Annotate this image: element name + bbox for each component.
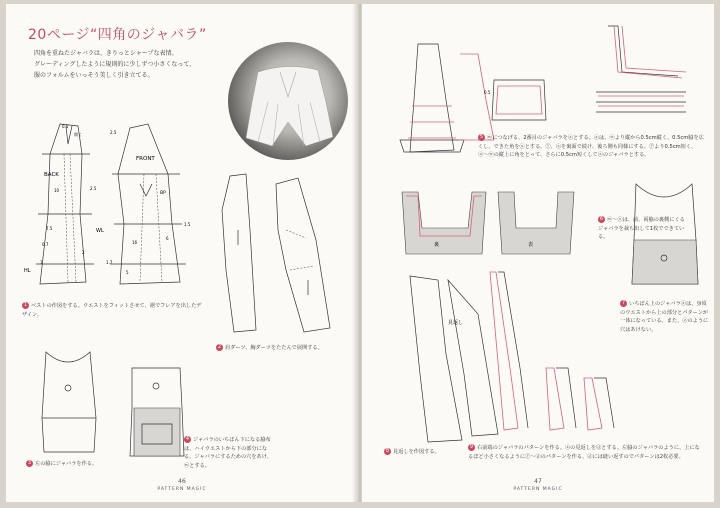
garment-illustration <box>228 42 348 160</box>
left-folio <box>142 478 222 492</box>
label-7-5: 7.5 <box>46 226 53 231</box>
label-1: 1 <box>40 260 43 265</box>
caption-9: 9 右前端のジャバラのパターンを作る。ⓧの見返しをⓓとする。左脇のジャバラのように、上になるほど小さくなるようにⓨ〜ⓓのパターンを作る。ⓓには縫い返すのでパターンは2枚必要。 <box>468 444 700 460</box>
label-2-5b: 2.5 <box>90 186 97 191</box>
label-0-5: 0.5 <box>62 124 69 129</box>
figure-4-side-panel <box>122 364 192 464</box>
figure-9-front-pleats <box>484 268 624 438</box>
garment-photo <box>228 42 348 160</box>
label-back: BACK <box>44 172 59 178</box>
label-hl: HL <box>24 268 31 274</box>
caption-7: 7 いちばん上のジャバラⓩは、身頃のウエストから上の部分とパターンが一体になっている。また、ⓩのように穴はあけない。 <box>620 300 709 333</box>
right-folio <box>498 478 578 492</box>
figure-3-bodice <box>40 348 100 458</box>
right-page <box>362 4 714 502</box>
caption-1: 1 ベストの作図をする。ウエストをフィットさせて、裾でフレアを出したデザイン。 <box>22 302 202 318</box>
book-name: PATTERN MAGIC <box>157 487 207 492</box>
label-front: FRONT <box>136 156 155 162</box>
intro-line: グレーディングしたように規則的に少しずつ小さくなって、 <box>34 61 196 68</box>
page-number: 47 <box>534 478 542 485</box>
left-page <box>6 4 358 502</box>
book-name: PATTERN MAGIC <box>513 487 563 492</box>
page-number: 46 <box>178 478 186 485</box>
back-bodice <box>36 124 94 284</box>
caption-2: 2 肩ダーツ、胸ダーツをたたんで展開する。 <box>217 344 323 351</box>
figure-2-expansion <box>216 170 346 340</box>
caption-4: 4 ジャバラのいちばん下になる脇布は、ハイウエストから下の部分になる。ジャバラにするための穴をあけ、ⓦとする。 <box>184 436 272 469</box>
front-bodice <box>110 124 186 284</box>
figure-1-draft <box>20 114 200 294</box>
caption-5: 5 ⓦにつなげる、2番目のジャバラをⓧとする。ⓧは、ⓦより縦から0.5cm縦く、0.5cm脇を広くし、できた角をⓧとする。ⓨ、ⓩを裏面で続け、後ろ側も同様にする。ⓨより0.5cm短く、ⓐ〜ⓦの縦上に角をとって、さらに0.5cm短くしてⓩのジャバラとする。 <box>478 134 704 158</box>
figure-7-top-pleat <box>628 180 702 290</box>
label-wl: WL <box>96 228 104 234</box>
label-2: 2 <box>82 250 85 255</box>
label-0-5: 0.5 <box>484 90 491 95</box>
label-bp: BP <box>160 191 166 196</box>
label-6: 6 <box>166 236 169 241</box>
intro-text <box>34 48 224 81</box>
caption-3: 3 左の脇にジャバラを作る。 <box>27 460 98 467</box>
caption-8: 8 見返しを作図する。 <box>385 448 440 455</box>
page-title: 20ページ“四角のジャバラ” <box>28 27 207 43</box>
label-facing: 見返し <box>448 320 464 326</box>
intro-line: 服のフォルムをいっそう美しく引き立てる。 <box>34 72 154 79</box>
label-front-side: 表 <box>528 242 534 248</box>
label-1-5: 1.5 <box>184 222 191 227</box>
label-back-side: 裏 <box>434 242 440 248</box>
label-16: 16 <box>132 240 138 245</box>
figure-5c-stack <box>588 22 698 122</box>
label-1-7: 1.7 <box>106 260 113 265</box>
intro-line: 四角を重ねたジャバラは、きりっとシャープな表情。 <box>34 50 178 57</box>
label-5: 5 <box>126 270 129 275</box>
caption-6: 6 ⓦ〜ⓩは、前、両脇の裏側にくるジャバラを裁ち出して1枚でできている。 <box>598 216 685 240</box>
label-open: 開く <box>74 132 82 137</box>
label-0-7: 0.7 <box>42 242 49 247</box>
label-10: 10 <box>54 188 60 193</box>
label-2-5: 2.5 <box>110 130 117 135</box>
figure-6-combined-pleats <box>398 184 578 264</box>
